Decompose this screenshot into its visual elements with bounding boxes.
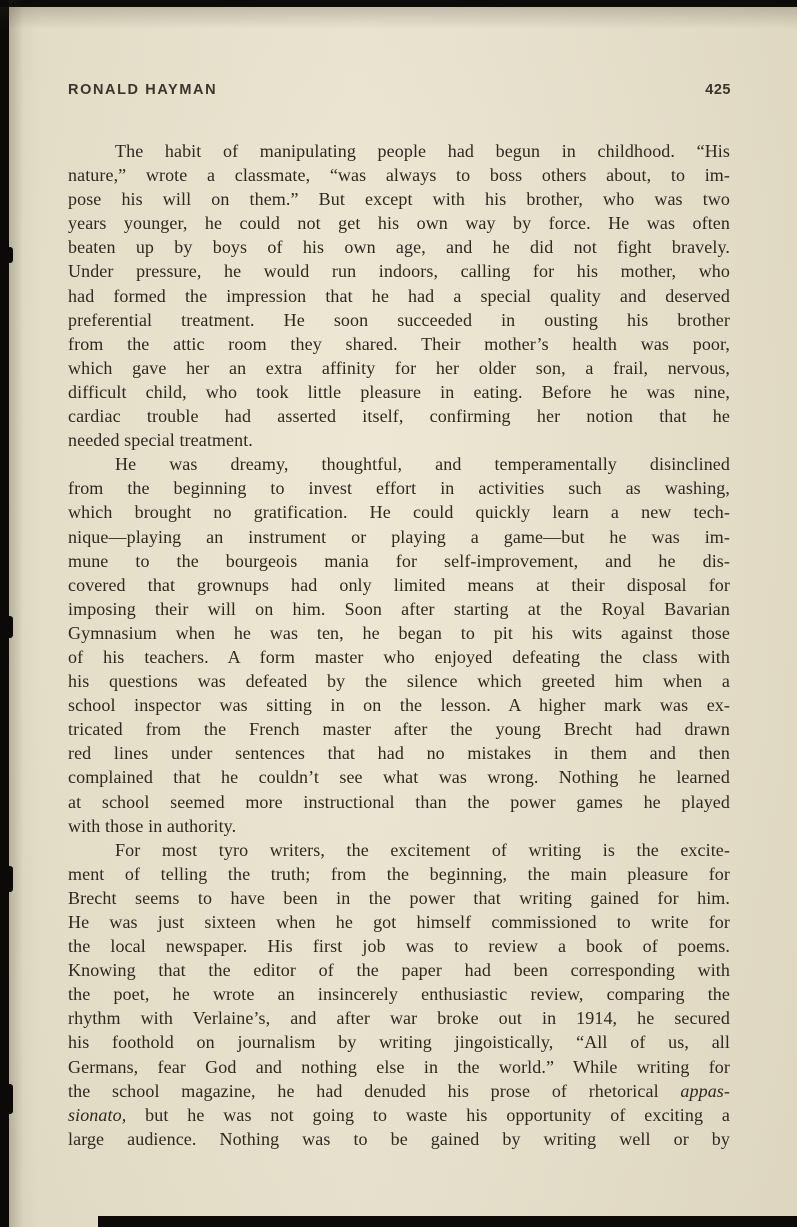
text-segment: but he was not going to waste his opportunity of exciting a xyxy=(126,1104,730,1125)
text-line xyxy=(68,621,730,645)
text-segment: nature,” wrote a classmate, “was always to boss others about, to im- xyxy=(68,165,730,186)
italic-text: appas- xyxy=(680,1080,730,1101)
text-segment: Germans, fear God and nothing else in the world.” While writing for xyxy=(68,1056,730,1077)
text-line xyxy=(68,235,730,259)
running-header-author: RONALD HAYMAN xyxy=(68,82,218,98)
text-segment: Brecht seems to have been in the power that writing gained for him. xyxy=(68,887,730,908)
scan-artifact xyxy=(0,1084,13,1114)
text-segment: needed special treatment. xyxy=(68,430,253,451)
text-segment: his questions was defeated by the silence which greeted him when a xyxy=(68,671,730,692)
text-line xyxy=(68,525,730,549)
scan-shadow-top xyxy=(0,7,797,29)
scan-edge-left xyxy=(0,0,9,1227)
text-segment: red lines under sentences that had no mistakes in them and then xyxy=(68,743,730,764)
body-text xyxy=(68,139,730,1151)
text-segment: imposing their will on him. Soon after starting at the Royal Bavarian xyxy=(68,598,730,619)
text-line xyxy=(68,597,730,621)
text-segment: which gave her an extra affinity for her older son, a frail, nervous, xyxy=(68,357,730,378)
text-line xyxy=(68,862,730,886)
text-segment: For most tyro writers, the excitement of writing is the excite- xyxy=(115,839,730,860)
text-line xyxy=(68,163,730,187)
text-line xyxy=(68,452,730,476)
text-segment: nique—playing an instrument or playing a game—but he was im- xyxy=(68,526,730,547)
scan-artifact xyxy=(0,866,13,892)
text-line xyxy=(68,1006,730,1030)
text-segment: of his teachers. A form master who enjoyed defeating the class with xyxy=(68,646,730,667)
text-segment: preferential treatment. He soon succeeded in ousting his brother xyxy=(68,309,730,330)
text-segment: covered that grownups had only limited means at their disposal for xyxy=(68,574,730,595)
text-line xyxy=(68,308,730,332)
text-line xyxy=(68,645,730,669)
text-line xyxy=(68,790,730,814)
text-segment: large audience. Nothing was to be gained by writing well or by xyxy=(68,1128,730,1149)
text-segment: He was just sixteen when he got himself commissioned to write for xyxy=(68,912,730,932)
text-line xyxy=(68,958,730,982)
text-line xyxy=(68,814,730,838)
text-segment: pose his will on them.” But except with his brother, who was two xyxy=(68,189,730,210)
scan-edge-bottom xyxy=(98,1216,797,1227)
text-line xyxy=(68,934,730,958)
paragraph-school-power-games xyxy=(68,452,730,838)
text-segment: the local newspaper. His first job was to review a book of poems. xyxy=(68,936,730,957)
text-segment: rhythm with Verlaine’s, and after war broke out in 1914, he secured xyxy=(68,1008,730,1029)
text-line xyxy=(68,573,730,597)
text-line xyxy=(68,380,730,404)
text-segment: Gymnasium when he was ten, he began to pit his wits against those xyxy=(68,622,730,643)
text-line xyxy=(68,1079,730,1103)
text-segment: beaten up by boys of his own age, and he did not fight bravely. xyxy=(68,237,730,258)
paragraph-childhood-manipulation xyxy=(68,139,730,452)
text-segment: mune to the bourgeois mania for self-improvement, and he dis- xyxy=(68,550,730,571)
scan-shadow-left xyxy=(9,0,23,1227)
text-line xyxy=(68,356,730,380)
text-segment: the poet, he wrote an insincerely enthusiastic review, comparing the xyxy=(68,984,730,1005)
text-segment: at school seemed more instructional than the power games he played xyxy=(68,791,730,812)
text-line xyxy=(68,741,730,765)
text-segment: difficult child, who took little pleasure in eating. Before he was nine, xyxy=(68,381,730,402)
text-line xyxy=(68,765,730,789)
text-line xyxy=(68,259,730,283)
text-line xyxy=(68,1055,730,1079)
text-segment: He was dreamy, thoughtful, and temperamentally disinclined xyxy=(115,454,730,475)
scan-artifact xyxy=(0,247,13,263)
text-line xyxy=(68,717,730,741)
text-segment: the school magazine, he had denuded his prose of rhetorical xyxy=(68,1080,681,1101)
text-line xyxy=(68,211,730,235)
text-segment: complained that he couldn’t see what was wrong. Nothing he learned xyxy=(68,767,730,788)
text-line xyxy=(68,669,730,693)
text-line xyxy=(68,284,730,308)
text-line xyxy=(68,139,730,163)
text-segment: with those in authority. xyxy=(68,815,237,836)
text-line xyxy=(68,187,730,211)
text-line xyxy=(68,404,730,428)
text-segment: from the attic room they shared. Their mother’s health was poor, xyxy=(68,333,730,354)
scan-artifact xyxy=(0,616,13,638)
text-segment: cardiac trouble had asserted itself, confirming her notion that he xyxy=(68,406,730,427)
text-line xyxy=(68,693,730,717)
text-segment: The habit of manipulating people had begun in childhood. “His xyxy=(115,141,730,161)
scan-edge-top xyxy=(0,0,797,7)
text-line xyxy=(68,428,730,452)
text-line xyxy=(68,332,730,356)
text-segment: Knowing that the editor of the paper had been corresponding with xyxy=(68,960,730,981)
text-line xyxy=(68,838,730,862)
running-header xyxy=(68,82,731,98)
text-segment: which brought no gratification. He could quickly learn a new tech- xyxy=(68,502,730,523)
text-line xyxy=(68,886,730,910)
italic-text: sionato, xyxy=(68,1104,127,1125)
paragraph-early-writing xyxy=(68,838,730,1151)
text-line xyxy=(68,476,730,500)
page-number: 425 xyxy=(705,82,731,98)
text-segment: years younger, he could not get his own way by force. He was often xyxy=(68,213,730,234)
text-segment: tricated from the French master after the young Brecht had drawn xyxy=(68,719,730,740)
text-line xyxy=(68,1030,730,1054)
text-segment: school inspector was sitting in on the lesson. A higher mark was ex- xyxy=(68,695,730,716)
text-line xyxy=(68,500,730,524)
text-line xyxy=(68,549,730,573)
text-line xyxy=(68,1103,730,1127)
text-segment: from the beginning to invest effort in activities such as washing, xyxy=(68,478,730,499)
text-line xyxy=(68,1127,730,1151)
text-segment: Under pressure, he would run indoors, calling for his mother, who xyxy=(68,261,730,282)
text-line xyxy=(68,910,730,934)
text-segment: had formed the impression that he had a special quality and deserved xyxy=(68,285,730,306)
text-segment: his foothold on journalism by writing jingoistically, “All of us, all xyxy=(68,1032,730,1053)
text-line xyxy=(68,982,730,1006)
text-segment: ment of telling the truth; from the beginning, the main pleasure for xyxy=(68,863,730,884)
